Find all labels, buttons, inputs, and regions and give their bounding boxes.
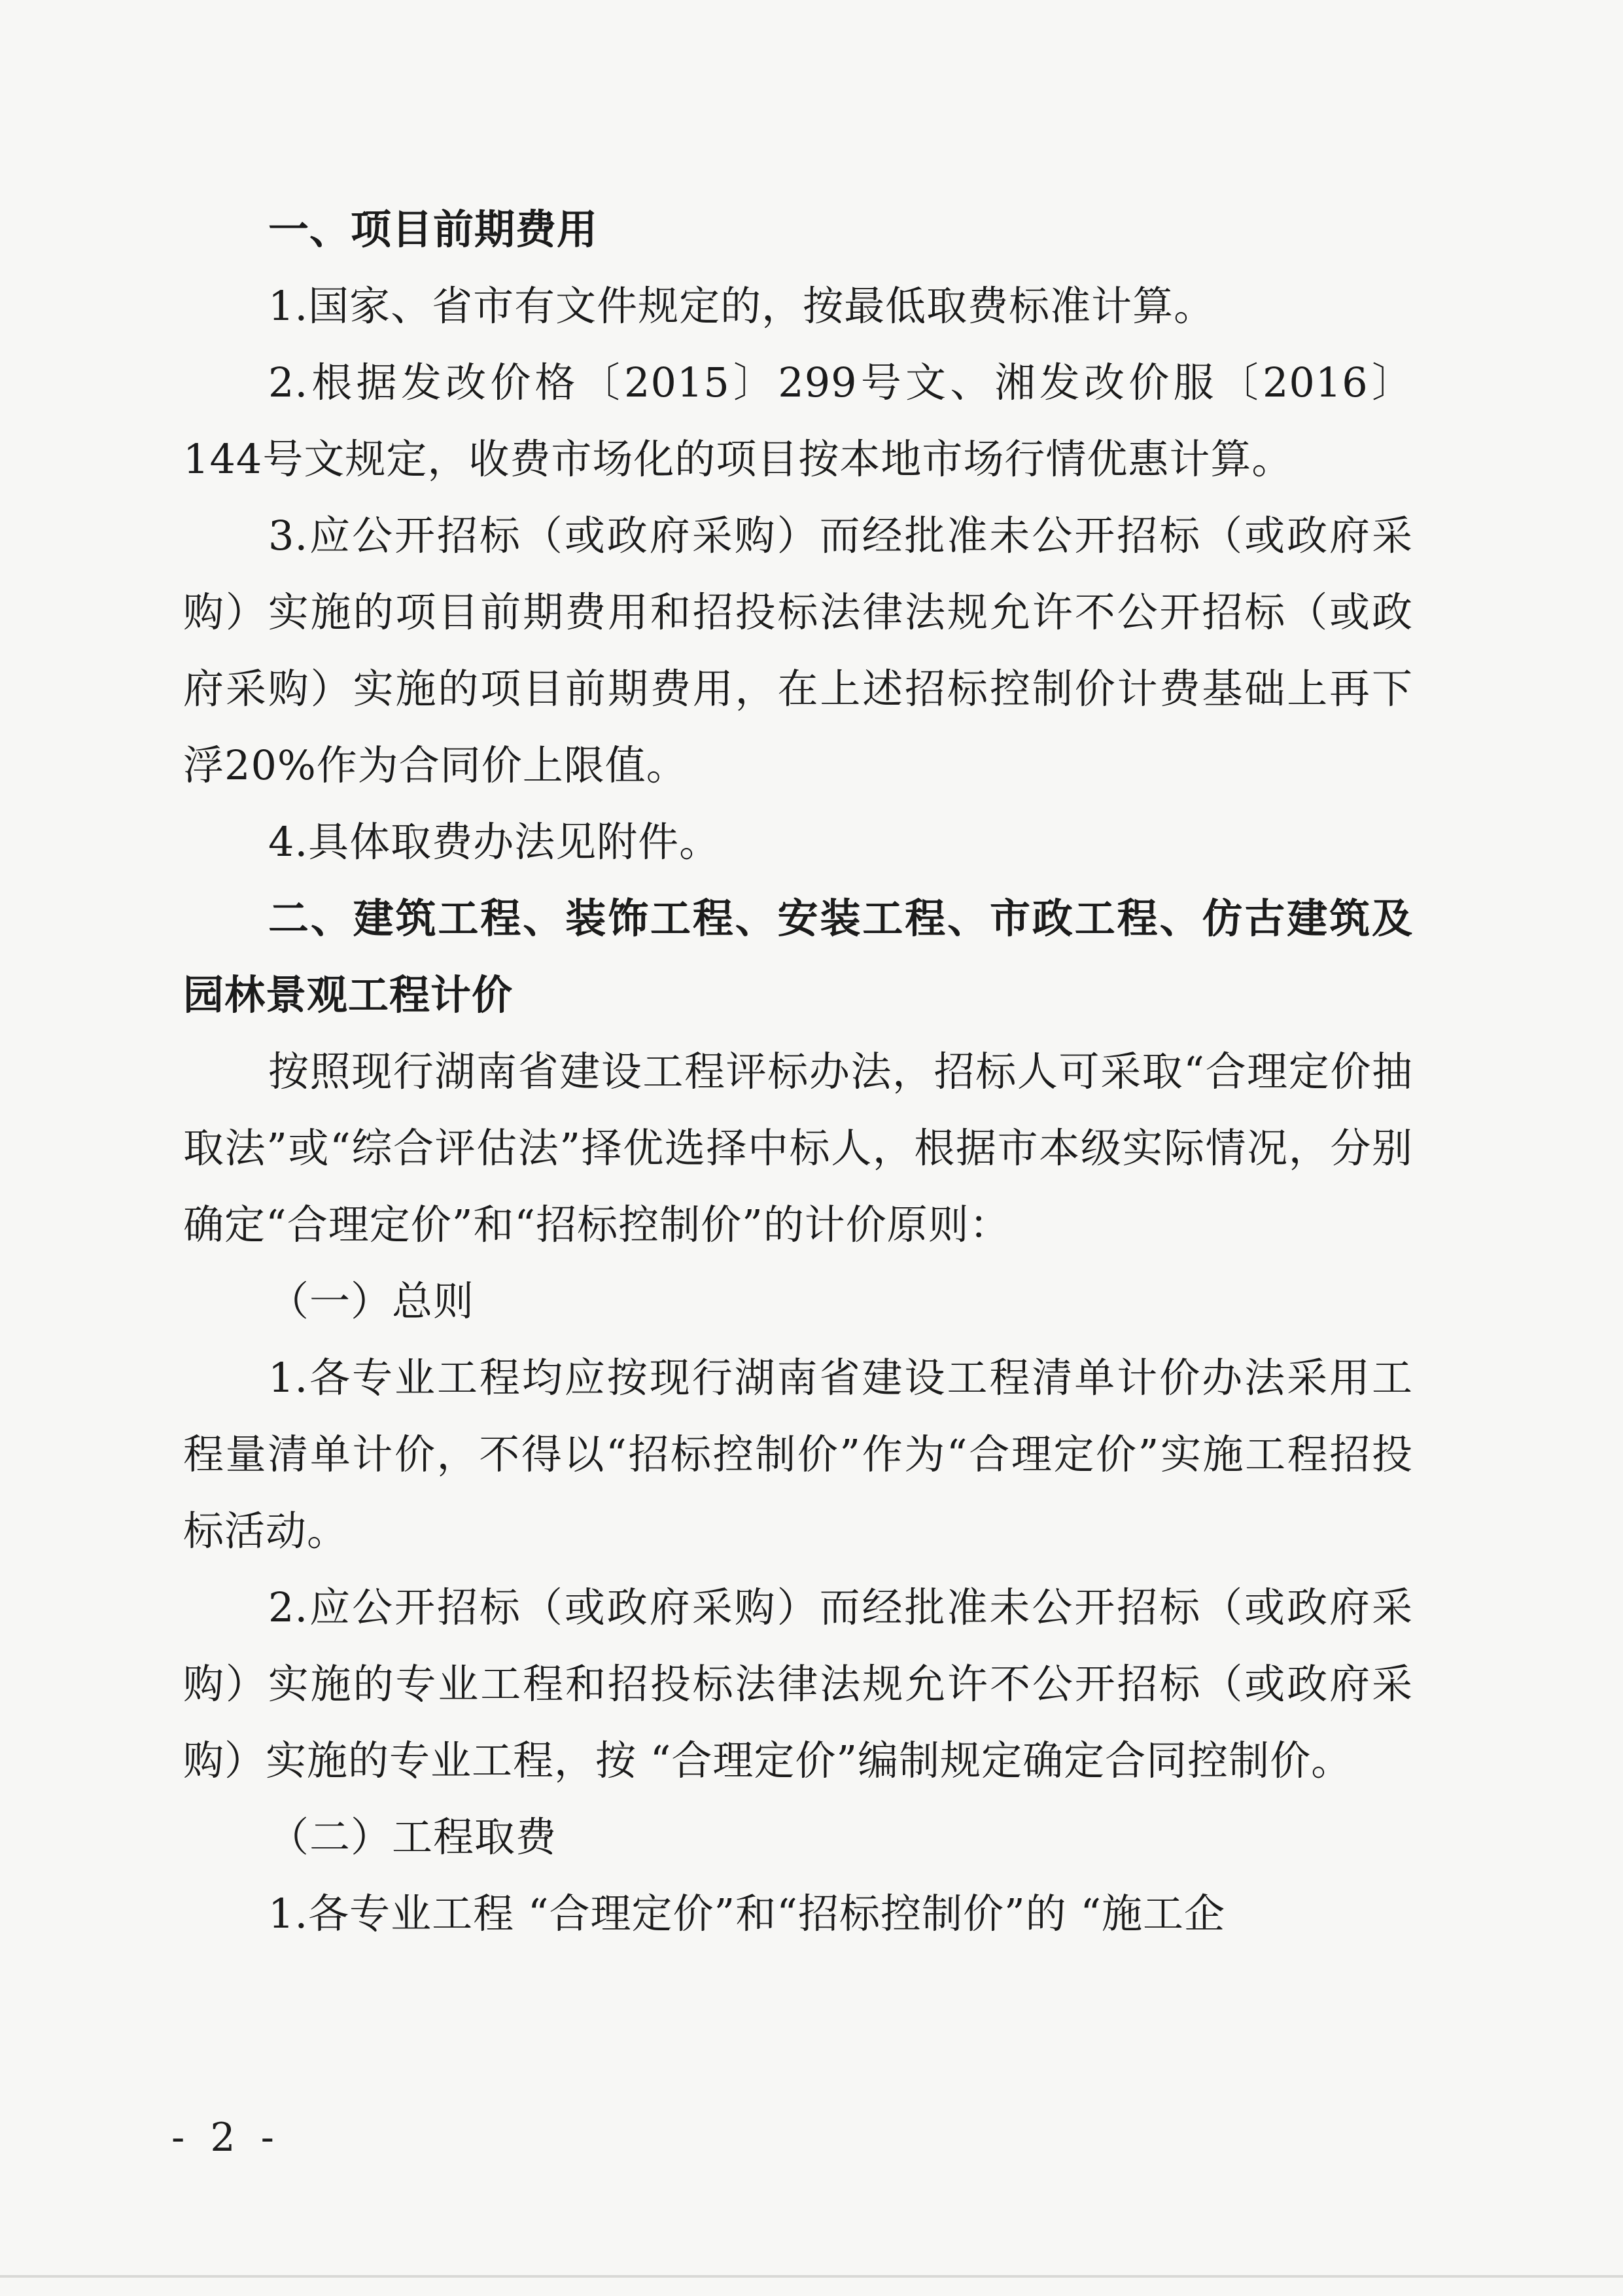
scan-edge-divider (0, 2275, 1623, 2278)
paragraph: 3.应公开招标（或政府采购）而经批准未公开招标（或政府采购）实施的项目前期费用和招投标法律法规允许不公开招标（或政府采购）实施的项目前期费用，在上述招标控制价计费基础上再下浮20%作为合同价上限值。 (183, 512, 1413, 789)
section-heading-1: 一、项目前期费用 (268, 205, 599, 253)
paragraph: 1.国家、省市有文件规定的，按最低取费标准计算。 (268, 282, 1215, 330)
paragraph: 2.应公开招标（或政府采购）而经批准未公开招标（或政府采购）实施的专业工程和招投标法律法规允许不公开招标（或政府采购）实施的专业工程，按 “合理定价”编制规定确定合同控制价。 (183, 1583, 1413, 1784)
paragraph: 1.各专业工程 “合理定价”和“招标控制价”的 “施工企 (268, 1890, 1226, 1937)
document-body (183, 191, 1413, 1952)
subsection-heading-1: （一）总则 (268, 1277, 475, 1325)
paragraph: 1.各专业工程均应按现行湖南省建设工程清单计价办法采用工程量清单计价，不得以“招标控制价”作为“合理定价”实施工程招投标活动。 (183, 1354, 1413, 1555)
section-heading-2: 二、建筑工程、装饰工程、安装工程、市政工程、仿古建筑及园林景观工程计价 (183, 894, 1413, 1019)
page-number: - 2 - (171, 2115, 281, 2161)
paragraph: 2.根据发改价格〔2015〕299号文、湘发改价服〔2016〕144号文规定，收费市场化的项目按本地市场行情优惠计算。 (183, 359, 1413, 483)
paragraph: 4.具体取费办法见附件。 (268, 818, 721, 866)
paragraph: 按照现行湖南省建设工程评标办法，招标人可采取“合理定价抽取法”或“综合评估法”择优选择中标人，根据市本级实际情况，分别确定“合理定价”和“招标控制价”的计价原则： (183, 1048, 1413, 1248)
subsection-heading-2: （二）工程取费 (268, 1813, 557, 1861)
